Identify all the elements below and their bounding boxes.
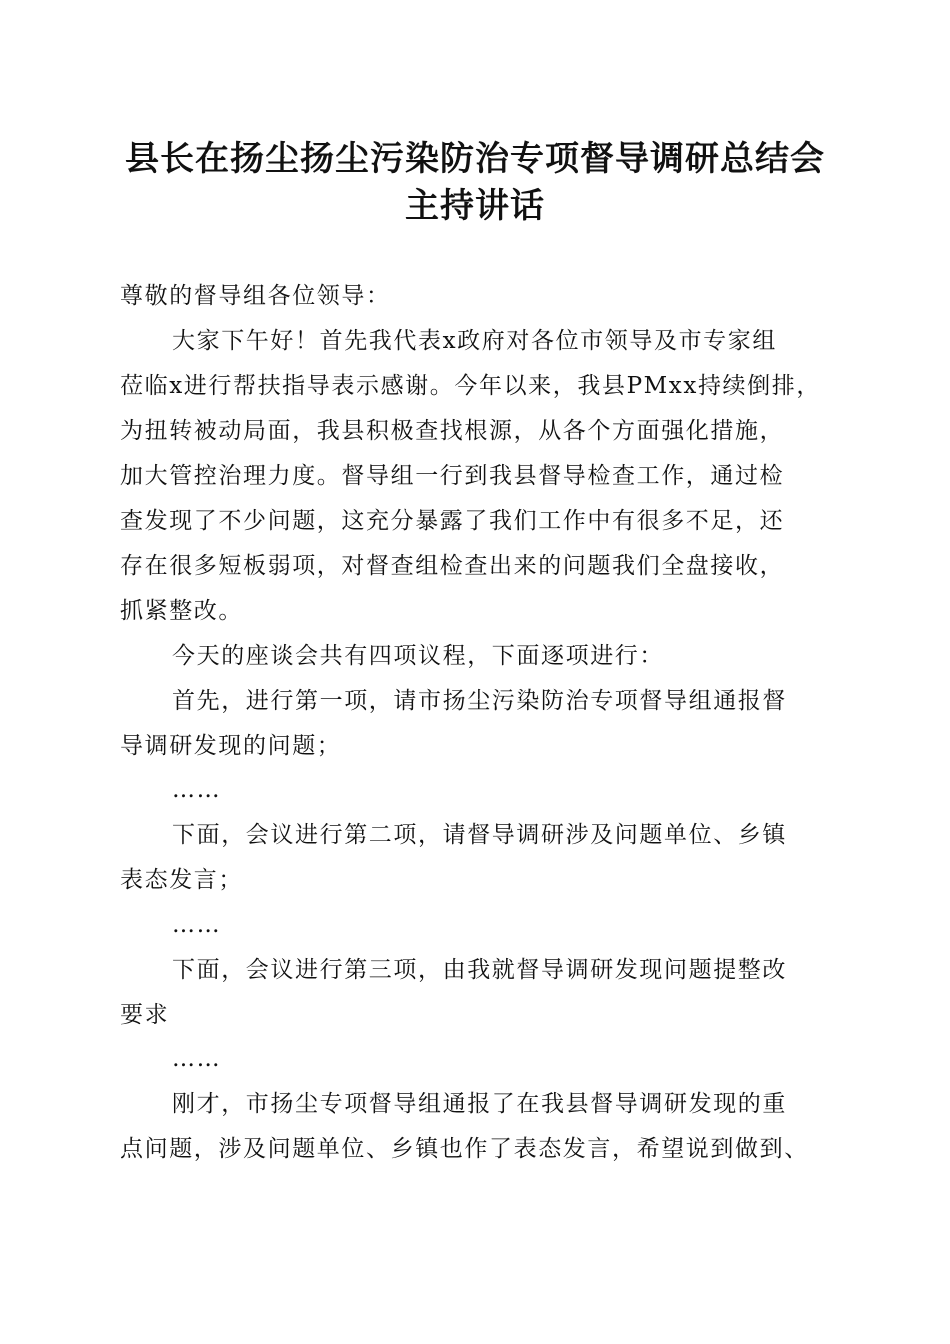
paragraph-line: 抓紧整改。 [120, 598, 243, 624]
paragraph-line: 首先，进行第一项，请市扬尘污染防治专项督导组通报督 [172, 688, 787, 714]
paragraph-line: 加大管控治理力度。督导组一行到我县督导检查工作，通过检 [120, 463, 785, 489]
ellipsis-line: …… [172, 1046, 222, 1072]
paragraph-line: 表态发言； [120, 867, 243, 893]
paragraph-line: 下面，会议进行第三项，由我就督导调研发现问题提整改 [172, 957, 787, 983]
paragraph-line: 莅临x进行帮扶指导表示感谢。今年以来，我县PMxx持续倒排， [120, 373, 821, 399]
paragraph-line: 导调研发现的问题； [120, 733, 342, 759]
paragraph-line: 存在很多短板弱项，对督查组检查出来的问题我们全盘接收， [120, 553, 785, 579]
paragraph-line: 刚才，市扬尘专项督导组通报了在我县督导调研发现的重 [172, 1091, 787, 1117]
paragraph-line: 要求 [120, 1002, 170, 1028]
paragraph-line: 为扭转被动局面，我县积极查找根源，从各个方面强化措施， [120, 418, 785, 444]
salutation: 尊敬的督导组各位领导： [120, 283, 391, 309]
paragraph-line: 今天的座谈会共有四项议程，下面逐项进行： [172, 643, 664, 669]
paragraph-line: 查发现了不少问题，这充分暴露了我们工作中有很多不足，还 [120, 508, 785, 534]
ellipsis-line: …… [172, 912, 222, 938]
document-title-line-1: 县长在扬尘扬尘污染防治专项督导调研总结会 [125, 139, 825, 179]
paragraph-line: 点问题，涉及问题单位、乡镇也作了表态发言，希望说到做到、 [120, 1136, 809, 1162]
document-title-line-2: 主持讲话 [405, 186, 545, 226]
paragraph-line: 大家下午好！首先我代表x政府对各位市领导及市专家组 [172, 328, 777, 354]
ellipsis-line: …… [172, 777, 222, 803]
paragraph-line: 下面，会议进行第二项，请督导调研涉及问题单位、乡镇 [172, 822, 787, 848]
